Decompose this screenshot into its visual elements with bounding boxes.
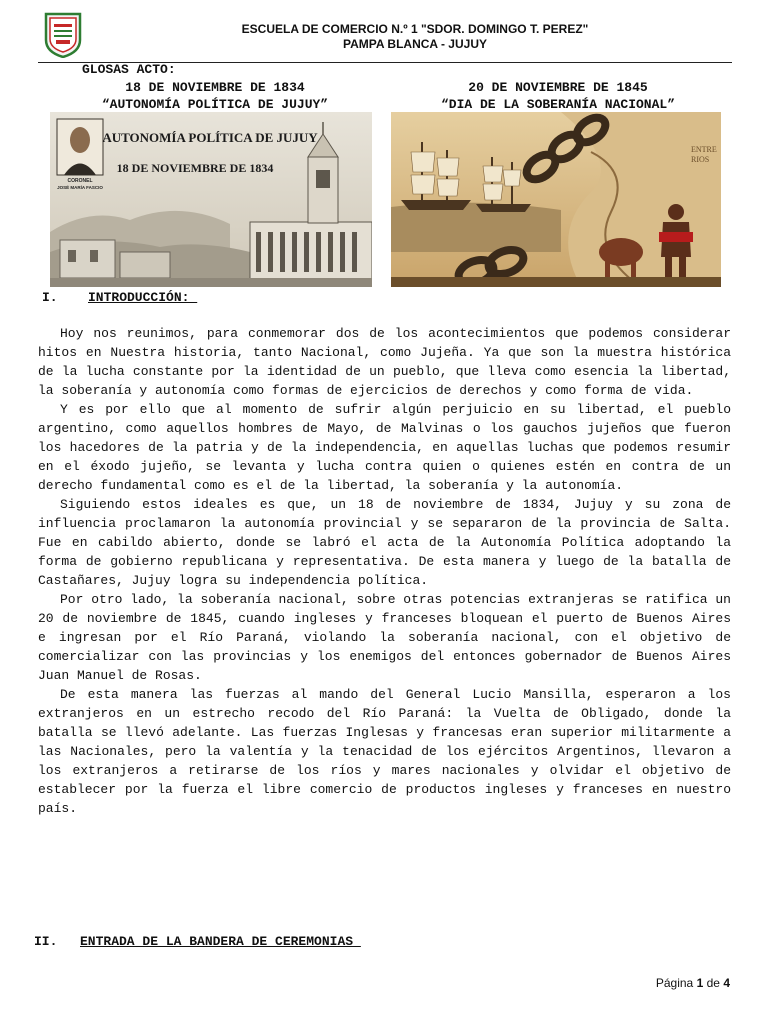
section-introduccion (42, 290, 197, 305)
paragraph: Y es por ello que al momento de sufrir algún perjuicio en su libertad, el pueblo argentino, como aquellos hombres de Mayo, de Malvinas o los gauchos jujeños que fueron los hacedores de la patria y de la independencia, en aquellas luchas que podemos resumir en el éxodo jujeño, se levanta y lucha contra quien o quienes estén en contra de un derecho fundamental como es el de la libertad, la soberanía y la autonomía. (38, 402, 731, 493)
map-label-entre: ENTRE (691, 145, 717, 154)
paragraph: Por otro lado, la soberanía nacional, sobre otras potencias extranjeras se ratifica un 20 de noviembre de 1845, cuando ingleses y franceses bloquean el puerto de Buenos Aires e ingresan por el Río Paraná, violando la soberanía nacional, con el objetivo de comercializar con las provincias y los enemigos del entonces gobernador de Buenos Aires Juan Manuel de Rosas. (38, 592, 731, 683)
paragraph: Siguiendo estos ideales es que, un 18 de noviembre de 1834, Jujuy y su zona de influencia proclamaron la autonomía provincial y se separaron de la provincia de Salta. Fue en cabildo abierto, donde se labró el acta de la Autonomía Política adoptando la forma de gobierno republicana y representativa. De esta manera y luego de la batalla de Castañares, Jujuy logra su independencia política. (38, 497, 731, 588)
caption-right (388, 79, 728, 113)
caption-left-date: 18 DE NOVIEMBRE DE 1834 (125, 80, 305, 95)
left-image-title: AUTONOMÍA POLÍTICA DE JUJUY (102, 130, 318, 145)
page-number: 1 (696, 976, 704, 990)
school-crest-logo (44, 12, 82, 58)
paragraph: De esta manera las fuerzas al mando del General Lucio Mansilla, esperaron a los extranjeros en un estrecho recodo del Río Paraná: la Vuelta de Obligado, donde la batalla se llevó adelante. Las fuerzas Inglesas y francesas eran superior militarmente a las Nacionales, pero la valentía y la tenacidad de los ejércitos Argentinos, llevaron a los extranjeros a retirarse de los ríos y mares nacionales y olvidar el objetivo de establecer por la fuerza el libre comercio de productos ingleses y franceses en nuestro país. (38, 687, 731, 816)
school-location: PAMPA BLANCA - JUJUY (342, 37, 487, 51)
section-title: INTRODUCCIÓN: (88, 290, 198, 305)
caption-left-title: “AUTONOMÍA POLÍTICA DE JUJUY” (101, 97, 329, 112)
caption-right-date: 20 DE NOVIEMBRE DE 1845 (468, 80, 648, 95)
map-label-rios: RIOS (691, 155, 710, 164)
page-header (38, 10, 732, 63)
page-footer (656, 976, 730, 990)
glosas-label: GLOSAS ACTO: (82, 62, 176, 77)
page-total: 4 (723, 976, 730, 990)
caption-right-title: “DIA DE LA SOBERANÍA NACIONAL” (440, 97, 676, 112)
page-of-label: de (706, 976, 720, 990)
section-title: ENTRADA DE LA BANDERA DE CEREMONIAS (80, 934, 361, 949)
portrait-caption-name: JOSÉ MARÍA FASCIO (57, 185, 103, 190)
page-label: Página (655, 976, 694, 990)
portrait-caption-rank: CORONEL (67, 178, 93, 184)
left-image-date: 18 DE NOVIEMBRE DE 1834 (116, 161, 274, 175)
sovereignty-illustration (391, 112, 721, 287)
introduction-body (38, 324, 731, 818)
section-number: I. (42, 290, 58, 305)
caption-left (50, 79, 380, 113)
autonomy-illustration (50, 112, 372, 287)
school-name: ESCUELA DE COMERCIO N.º 1 "SDOR. DOMINGO T. PEREZ" (241, 22, 589, 36)
section-number: II. (34, 934, 58, 949)
paragraph: Hoy nos reunimos, para conmemorar dos de los acontecimientos que podemos considerar hitos en Nuestra historia, tanto Nacional, como Jujeña. Ya que son la muestra histórica de la lucha constante por la identidad de un pueblo, que lleva como esencia la libertad, la soberanía y autonomía como formas de ejercicios de derechos y como forma de vida. (38, 326, 731, 398)
section-entrada-bandera (34, 934, 361, 949)
